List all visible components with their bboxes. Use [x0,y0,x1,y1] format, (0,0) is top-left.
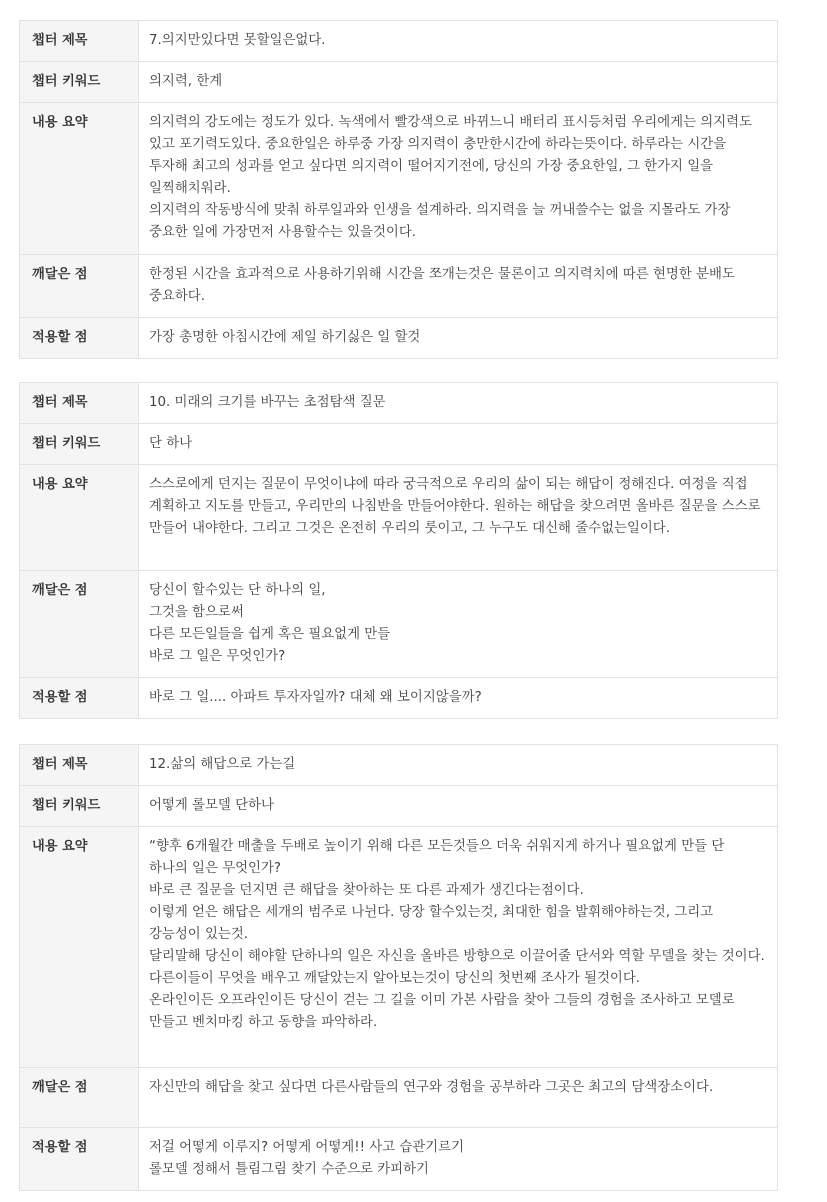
chapter-keyword-row [20,62,778,103]
row-label: 챕터 키워드 [20,62,139,103]
chapter-title-row [20,745,778,786]
chapter-keyword-value: 단 하나 [139,424,778,465]
row-label: 깨달은 점 [20,1068,139,1128]
chapter-keyword-row [20,424,778,465]
chapter-title-value: 12.삶의 해답으로 가는길 [139,745,778,786]
chapter-keyword-row [20,786,778,827]
row-label: 적용할 점 [20,318,139,359]
chapter-note-table [19,20,778,359]
row-label: 적용할 점 [20,678,139,719]
summary-value: 스스로에게 던지는 질문이 무엇이냐에 따라 궁극적으로 우리의 삶이 되는 해답이 정해진다. 여정을 직접 계획하고 지도를 만들고, 우리만의 나침반을 만들어야한다. 원하는 해답을 찾으려면 올바른 질문을 스스로 만들어 내야한다. 그리고 그것은 온전히 우리의 룻이고, 그 누구도 대신해 줄수없는일이다. [139,465,778,571]
summary-row [20,827,778,1068]
insight-row [20,571,778,678]
summary-value: 의지력의 강도에는 정도가 있다. 녹색에서 빨강색으로 바뀌느니 배터리 표시등처럼 우리에게는 의지력도 있고 포기력도있다. 중요한일은 하루중 가장 의지력이 충만한시간에 하라는뜻이다. 하루라는 시간을 투자해 최고의 성과를 얻고 싶다면 의지력이 떨어지기전에, 당신의 가장 중요한일, 그 한가지 일을 일찍해치워라. 의지력의 작동방식에 맞춰 하루일과와 인생을 설계하라. 의지력을 늘 꺼내쓸수는 없을 지몰라도 가장 중요한 일에 가장먼저 사용할수는 있을것이다. [139,103,778,255]
chapter-keyword-value: 어떻게 롤모델 단하나 [139,786,778,827]
apply-value: 가장 총명한 아침시간에 제일 하기싫은 일 할것 [139,318,778,359]
row-label: 챕터 키워드 [20,786,139,827]
row-label: 챕터 제목 [20,21,139,62]
row-label: 챕터 키워드 [20,424,139,465]
row-label: 내용 요약 [20,103,139,255]
apply-value: 바로 그 일.... 아파트 투자자일까? 대체 왜 보이지않을까? [139,678,778,719]
chapter-title-row [20,21,778,62]
summary-row [20,103,778,255]
summary-value: “향후 6개월간 매출을 두배로 높이기 위해 다른 모든것들으 더욱 쉬워지게 하거나 필요없게 만들 단 하나의 일은 무엇인가? 바로 큰 질문을 던지면 큰 해답을 찾아하는 또 다른 과제가 생긴다는점이다. 이렇게 얻은 해답은 세개의 범주로 나뉜다. 당장 할수있는것, 최대한 힘을 발휘해야하는것, 그리고 강능성이 있는것. 달리말해 당신이 해야할 단하나의 일은 자신을 올바른 방향으로 이끌어줄 단서와 역할 무델을 찾는 것이다. 다른이들이 무엇을 배우고 깨달았는지 알아보는것이 당신의 첫번째 조사가 될것이다. 온라인이든 오프라인이든 당신이 걷는 그 길을 이미 가본 사람을 찾아 그들의 경험을 조사하고 모델로 만들고 벤치마킹 하고 동향을 파악하라. [139,827,778,1068]
chapter-title-value: 7.의지만있다면 못할일은없다. [139,21,778,62]
insight-value: 자신만의 해답을 찾고 싶다면 다른사람들의 연구와 경험을 공부하라 그곳은 최고의 담색장소이다. [139,1068,778,1128]
chapter-note-table [19,744,778,1191]
apply-row [20,318,778,359]
row-label: 챕터 제목 [20,745,139,786]
row-label: 내용 요약 [20,827,139,1068]
insight-value: 한정된 시간을 효과적으로 사용하기위해 시간을 쪼개는것은 물론이고 의지력치에 따른 현명한 분배도 중요하다. [139,255,778,318]
row-label: 적용할 점 [20,1128,139,1191]
insight-row [20,255,778,318]
row-label: 깨달은 점 [20,255,139,318]
apply-row [20,678,778,719]
chapter-keyword-value: 의지력, 한계 [139,62,778,103]
apply-value: 저걸 어떻게 이루지? 어떻게 어떻게!! 사고 습관기르기 롤모델 정해서 틀림그림 찾기 수준으로 카피하기 [139,1128,778,1191]
insight-row [20,1068,778,1128]
chapter-title-row [20,383,778,424]
row-label: 내용 요약 [20,465,139,571]
insight-value: 당신이 할수있는 단 하나의 일, 그것을 함으로써 다른 모든일들을 쉽게 혹은 필요없게 만들 바로 그 일은 무엇인가? [139,571,778,678]
row-label: 챕터 제목 [20,383,139,424]
chapter-note-table [19,382,778,719]
summary-row [20,465,778,571]
chapter-title-value: 10. 미래의 크기를 바꾸는 초점탐색 질문 [139,383,778,424]
row-label: 깨달은 점 [20,571,139,678]
apply-row [20,1128,778,1191]
